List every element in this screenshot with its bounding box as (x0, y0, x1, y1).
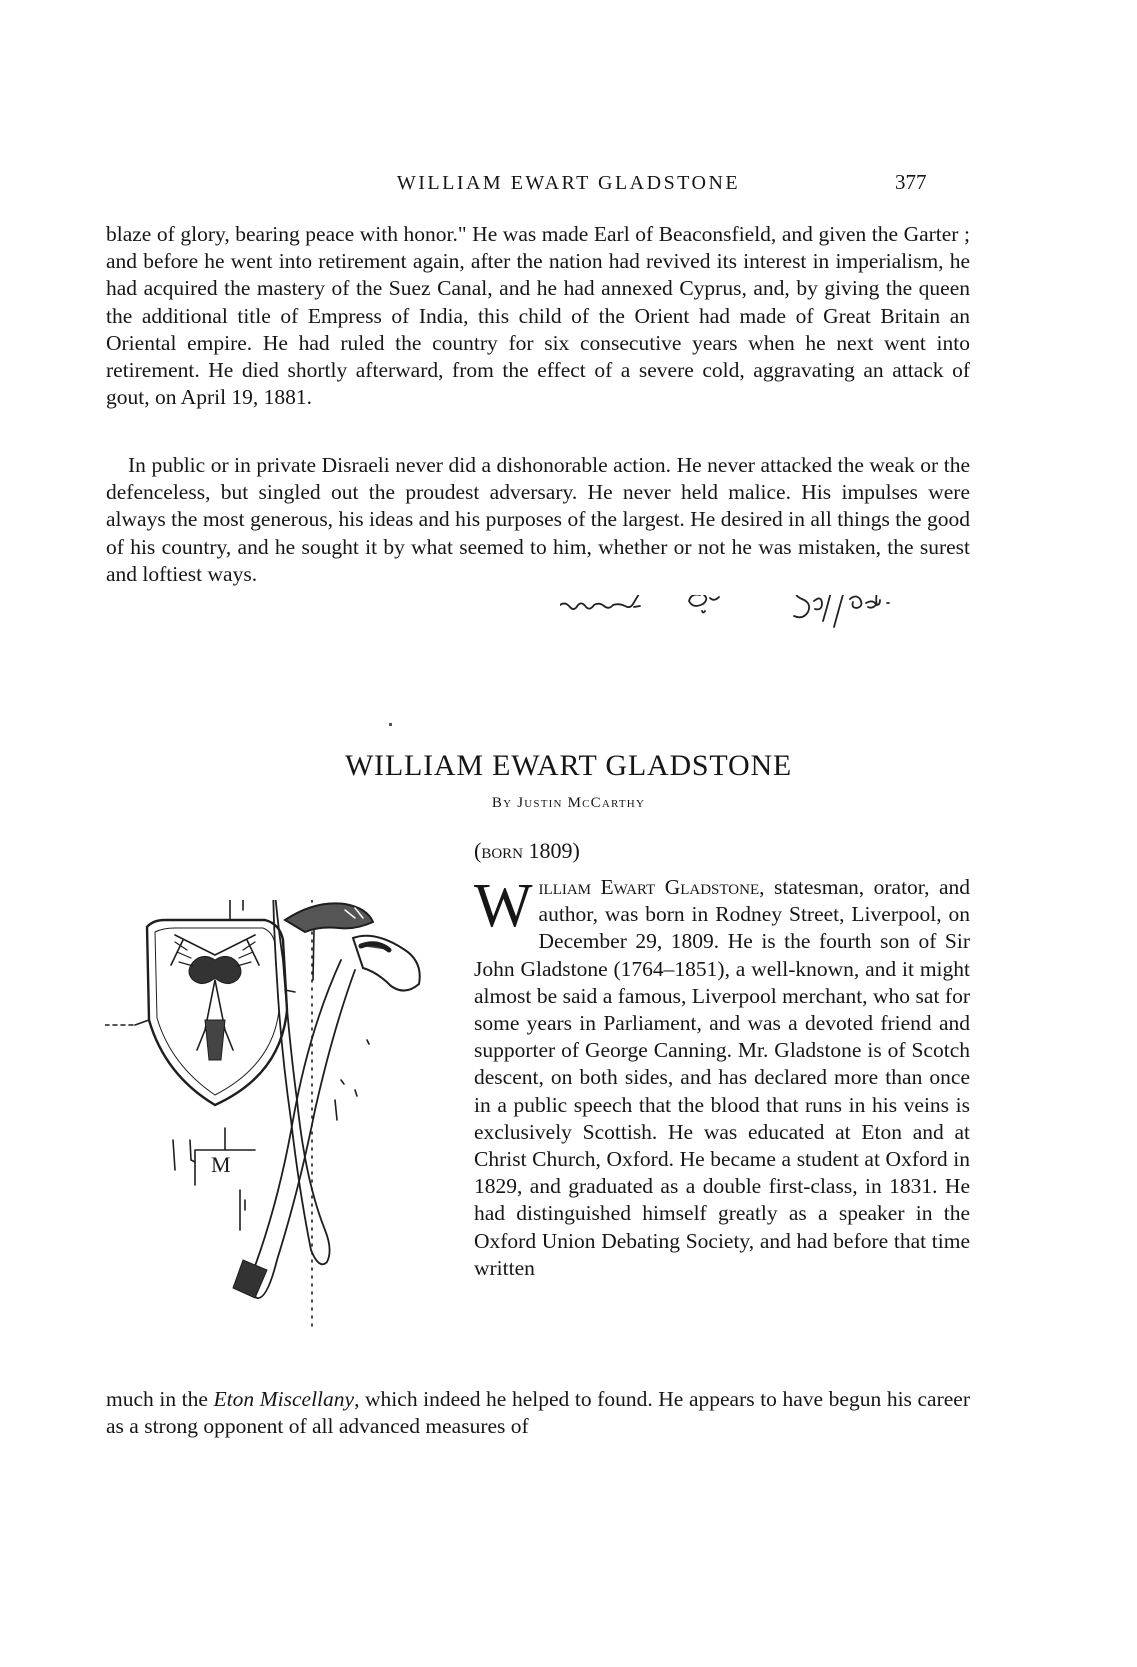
heraldic-illustration (105, 900, 445, 1330)
running-title: WILLIAM EWART GLADSTONE (396, 172, 741, 194)
shield-and-axes-drawing (105, 900, 445, 1330)
birth-year: (born 1809) (474, 838, 580, 863)
author-signature (560, 595, 980, 685)
page-number: 377 (895, 170, 927, 194)
article-title: WILLIAM EWART GLADSTONE (344, 749, 793, 782)
drop-cap: W (474, 872, 533, 940)
signature-drawing (560, 595, 980, 685)
continuation-before: much in the (106, 1387, 214, 1411)
lead-caps: illiam Ewart Gladstone, (538, 875, 765, 899)
stray-mark (389, 723, 392, 726)
previous-article-paragraph-2: In public or in private Disraeli never did a dishonorable action. He never attacked the weak or the defenceless, but singled out the proudest adversary. He never held malice. His impulses were always the most generous, his ideas and his purposes of the largest. He desired in all things the good of his country, and he sought it by what seemed to him, whether or not he was mistaken, the surest and loftiest ways. (106, 453, 970, 586)
byline: By Justin McCarthy (491, 795, 646, 811)
eton-miscellany-title: Eton Miscellany (213, 1387, 355, 1411)
monogram: M (211, 1152, 231, 1177)
continuation-after: , which indeed he helped to found. He appears to have begun his career as a strong opponent of all advanced measures of (106, 1387, 970, 1439)
previous-article-paragraph-1: blaze of glory, bearing peace with honor." He was made Earl of Beaconsfield, and given the Garter ; and before he went into retirement again, after the nation had revived its interest in imperialism, he had acquired the mastery of the Suez Canal, and he had annexed Cyprus, and, by giving the queen the additional title of Empress of India, this child of the Orient had made of Great Britain an Oriental empire. He had ruled the country for six consecutive years when he next went into retirement. He died shortly afterward, from the effect of a severe cold, aggravating an attack of gout, on April 19, 1881. (106, 222, 970, 410)
article-opening-column (474, 874, 970, 1282)
article-continuation (106, 1386, 970, 1440)
article-body-column: statesman, orator, and author, was born in Rodney Street, Liverpool, on December 29, 1809. He is the fourth son of Sir John Gladstone (1764–1851), a well-known, and it might almost be said a famous, Liverpool merchant, who sat for some years in Parliament, and was a devoted friend and supporter of George Canning. Mr. Gladstone is of Scotch descent, on both sides, and has declared more than once in a public speech that the blood that runs in his veins is exclusively Scottish. He was educated at Eton and at Christ Church, Oxford. He became a student at Oxford in 1829, and graduated as a double first-class, in 1831. He had distinguished himself greatly as a speaker in the Oxford Union Debating Society, and had before that time written (474, 875, 970, 1280)
